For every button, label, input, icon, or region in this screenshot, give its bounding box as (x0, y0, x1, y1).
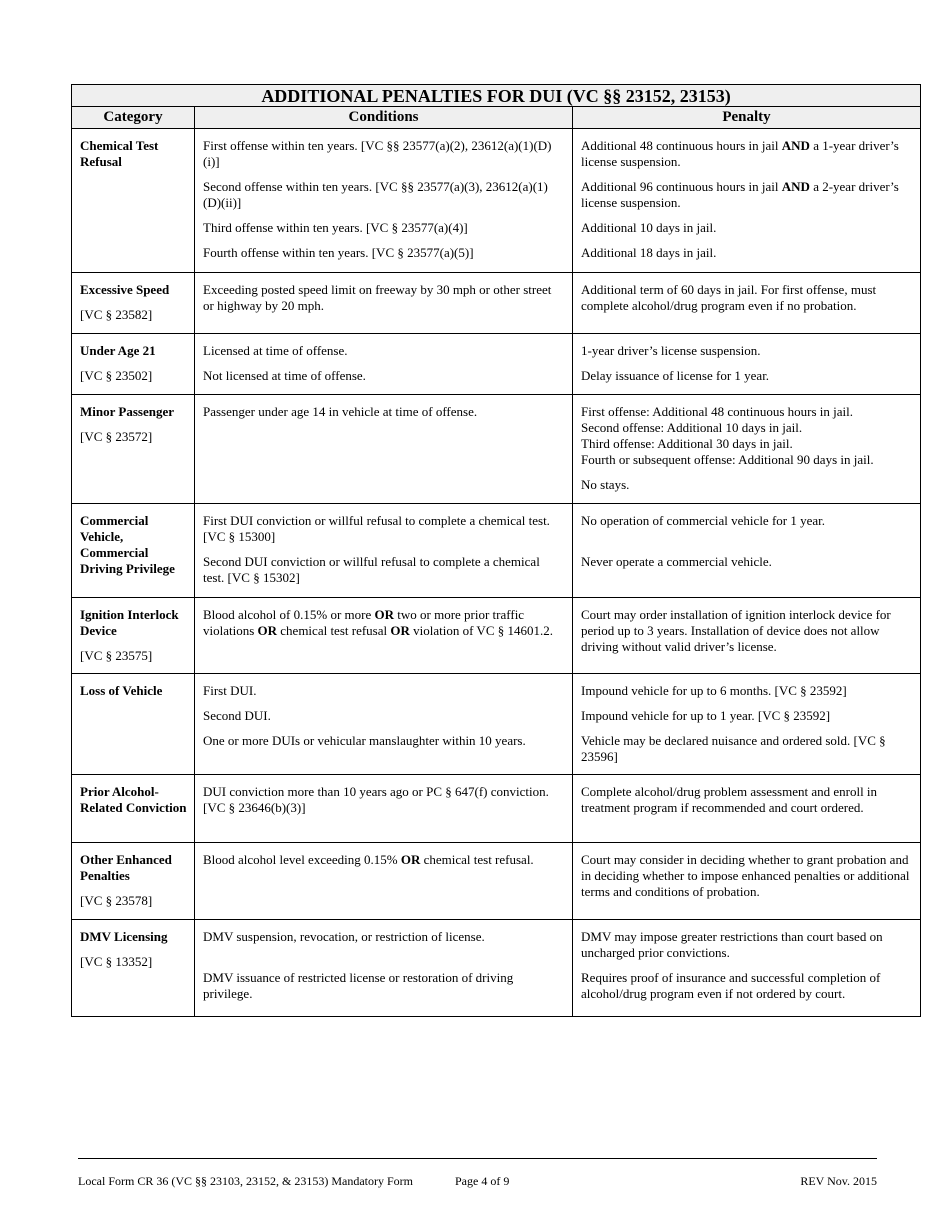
penalty-text: Complete alcohol/drug problem assessment and enroll in treatment program if recommended and court ordered. (581, 784, 878, 815)
category-cell (72, 334, 195, 395)
category-code: [VC § 23578] (80, 893, 153, 908)
penalty-text: 1-year driver’s license suspension. (581, 343, 761, 358)
condition-text: First DUI conviction or willful refusal to complete a chemical test. [VC § 15300] (203, 513, 550, 544)
category-cell (72, 920, 195, 1017)
condition-text: DMV issuance of restricted license or restoration of driving privilege. (203, 970, 514, 1001)
table-row-ignition-interlock (72, 598, 921, 674)
category-name: Chemical Test Refusal (80, 138, 159, 169)
table-row-excessive-speed (72, 273, 921, 334)
conditions-cell (195, 129, 573, 273)
penalty-line: Second offense: Additional 10 days in jail. (581, 420, 803, 435)
header-conditions: Conditions (195, 107, 573, 129)
condition-text: Passenger under age 14 in vehicle at time of offense. (203, 404, 478, 419)
penalty-cell (573, 504, 921, 598)
category-code: [VC § 23502] (80, 368, 153, 383)
category-name: Other Enhanced Penalties (80, 852, 172, 883)
condition-text: DUI conviction more than 10 years ago or PC § 647(f) conviction. [VC § 23646(b)(3)] (203, 784, 549, 815)
condition-text: Exceeding posted speed limit on freeway by 30 mph or other street or highway by 20 mph. (203, 282, 552, 313)
table-row-prior-conviction (72, 775, 921, 843)
condition-text: Second offense within ten years. [VC §§ 23577(a)(3), 23612(a)(1)(D)(ii)] (203, 179, 548, 210)
footer-rule (78, 1158, 877, 1159)
penalty-text: Additional 48 continuous hours in jail AND a 1-year driver’s license suspension. (581, 138, 899, 169)
condition-text: Blood alcohol of 0.15% or more OR two or more prior traffic violations OR chemical test refusal OR violation of VC § 14601.2. (203, 607, 553, 638)
condition-text: Fourth offense within ten years. [VC § 23577(a)(5)] (203, 245, 474, 260)
category-code: [VC § 23582] (80, 307, 153, 322)
table-row-commercial-vehicle (72, 504, 921, 598)
penalty-text: Impound vehicle for up to 6 months. [VC § 23592] (581, 683, 847, 698)
penalty-line: Fourth or subsequent offense: Additional 90 days in jail. (581, 452, 874, 467)
category-cell (72, 129, 195, 273)
penalty-cell (573, 775, 921, 843)
condition-text: First DUI. (203, 683, 257, 698)
penalty-text: Vehicle may be declared nuisance and ordered sold. [VC § 23596] (581, 733, 886, 764)
penalty-line: First offense: Additional 48 continuous hours in jail. (581, 404, 854, 419)
penalty-cell (573, 334, 921, 395)
dui-penalties-table (71, 84, 921, 1017)
footer-form-name: Local Form CR 36 (VC §§ 23103, 23152, & 23153) Mandatory Form (78, 1174, 413, 1188)
category-name: Loss of Vehicle (80, 683, 163, 698)
table-row-loss-of-vehicle (72, 674, 921, 775)
category-name: Commercial Vehicle, Commercial Driving Privilege (80, 513, 175, 576)
table-row-minor-passenger (72, 395, 921, 504)
penalty-text: Delay issuance of license for 1 year. (581, 368, 770, 383)
conditions-cell (195, 334, 573, 395)
penalty-text: Additional 18 days in jail. (581, 245, 717, 260)
category-cell (72, 775, 195, 843)
header-category: Category (72, 107, 195, 129)
table-header-row (72, 107, 921, 129)
footer-revision: REV Nov. 2015 (800, 1174, 877, 1188)
category-cell (72, 598, 195, 674)
table-row-under-age-21 (72, 334, 921, 395)
penalty-text: Additional term of 60 days in jail. For first offense, must complete alcohol/drug program even if no probation. (581, 282, 877, 313)
category-name: Prior Alcohol-Related Conviction (80, 784, 187, 815)
table-row-dmv-licensing (72, 920, 921, 1017)
penalty-cell (573, 920, 921, 1017)
category-name: DMV Licensing (80, 929, 168, 944)
penalty-cell (573, 129, 921, 273)
penalty-cell (573, 598, 921, 674)
penalty-text: Never operate a commercial vehicle. (581, 554, 772, 569)
condition-text: Third offense within ten years. [VC § 23577(a)(4)] (203, 220, 468, 235)
condition-text: Licensed at time of offense. (203, 343, 348, 358)
table-row-other-enhanced (72, 843, 921, 920)
conditions-cell (195, 843, 573, 920)
penalty-text: Requires proof of insurance and successful completion of alcohol/drug program even if not ordered by court. (581, 970, 881, 1001)
category-name: Ignition Interlock Device (80, 607, 179, 638)
penalty-text: Court may consider in deciding whether to grant probation and in deciding whether to impose enhanced penalties or additional terms and conditions of probation. (581, 852, 910, 899)
condition-text: Second DUI conviction or willful refusal to complete a chemical test. [VC § 15302] (203, 554, 540, 585)
footer-page-number: Page 4 of 9 (455, 1174, 510, 1188)
table-row-chemical-test-refusal (72, 129, 921, 273)
penalty-text: Additional 10 days in jail. (581, 220, 717, 235)
condition-text: One or more DUIs or vehicular manslaughter within 10 years. (203, 733, 526, 748)
condition-text: DMV suspension, revocation, or restriction of license. (203, 929, 485, 944)
category-name: Minor Passenger (80, 404, 174, 419)
penalty-text: DMV may impose greater restrictions than court based on uncharged prior convictions. (581, 929, 883, 960)
penalty-text: Court may order installation of ignition interlock device for period up to 3 years. Installation of device does not allow driving without valid driver’s license. (581, 607, 891, 654)
penalty-cell (573, 843, 921, 920)
penalty-cell (573, 674, 921, 775)
conditions-cell (195, 504, 573, 598)
category-code: [VC § 13352] (80, 954, 153, 969)
conditions-cell (195, 598, 573, 674)
category-cell (72, 273, 195, 334)
category-code: [VC § 23572] (80, 429, 153, 444)
category-name: Under Age 21 (80, 343, 156, 358)
penalty-cell (573, 395, 921, 504)
header-penalty: Penalty (573, 107, 921, 129)
condition-text: Blood alcohol level exceeding 0.15% OR chemical test refusal. (203, 852, 534, 867)
page-footer (78, 1173, 877, 1189)
penalty-cell (573, 273, 921, 334)
category-cell (72, 395, 195, 504)
condition-text: Second DUI. (203, 708, 271, 723)
condition-text: Not licensed at time of offense. (203, 368, 366, 383)
conditions-cell (195, 920, 573, 1017)
category-cell (72, 674, 195, 775)
condition-text: First offense within ten years. [VC §§ 23577(a)(2), 23612(a)(1)(D)(i)] (203, 138, 552, 169)
conditions-cell (195, 395, 573, 504)
category-cell (72, 504, 195, 598)
penalty-lines (581, 404, 912, 468)
category-cell (72, 843, 195, 920)
category-name: Excessive Speed (80, 282, 170, 297)
table-title: ADDITIONAL PENALTIES FOR DUI (VC §§ 23152, 23153) (72, 85, 921, 107)
penalty-text: Additional 96 continuous hours in jail AND a 2-year driver’s license suspension. (581, 179, 899, 210)
penalty-note: No stays. (581, 477, 630, 492)
conditions-cell (195, 775, 573, 843)
conditions-cell (195, 273, 573, 334)
penalty-line: Third offense: Additional 30 days in jail. (581, 436, 793, 451)
conditions-cell (195, 674, 573, 775)
category-code: [VC § 23575] (80, 648, 153, 663)
penalty-text: Impound vehicle for up to 1 year. [VC § 23592] (581, 708, 831, 723)
penalty-text: No operation of commercial vehicle for 1 year. (581, 513, 826, 528)
